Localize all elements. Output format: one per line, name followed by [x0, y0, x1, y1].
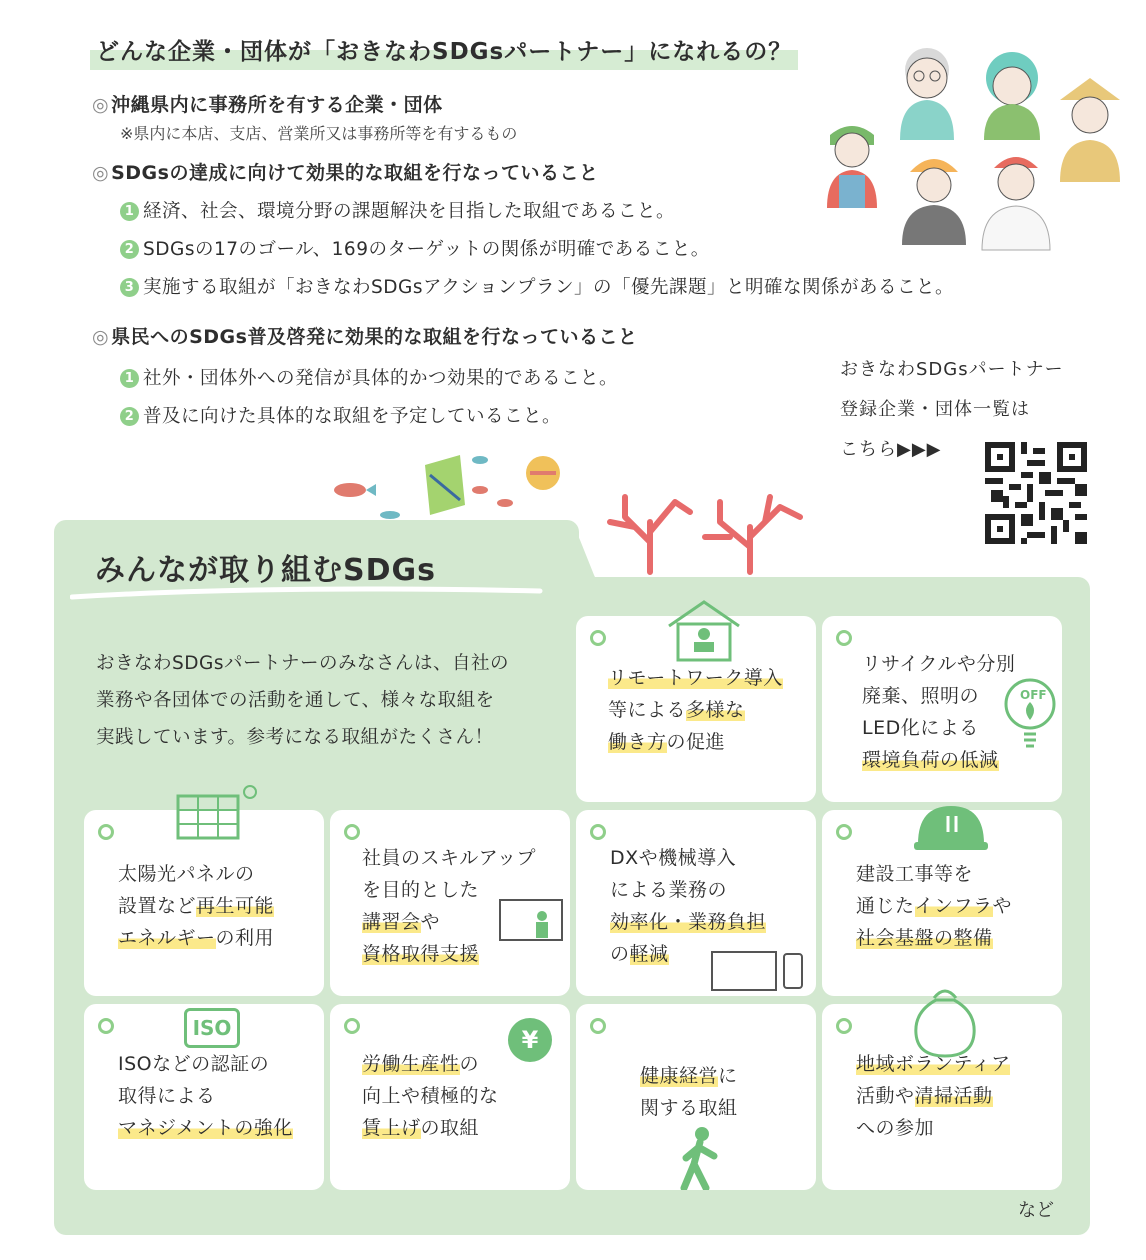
off-badge: OFF: [1020, 688, 1047, 702]
card-text: 建設工事等を: [856, 863, 974, 885]
criterion-2-title: [92, 158, 598, 185]
highlight-text: 働き方: [608, 731, 667, 753]
item-text: SDGsの17のゴール、169のターゲットの関係が明確であること。: [143, 239, 710, 260]
lecture-board-icon: [498, 898, 564, 944]
highlight-text: 効率化・業務負担: [610, 911, 767, 933]
farmer-icon: [1060, 78, 1120, 182]
highlight-text: マネジメントの強化: [118, 1117, 293, 1139]
card-text: による業務の: [610, 879, 728, 901]
bullet-dot-icon: [836, 1018, 852, 1034]
card-text: ISOなどの認証の: [118, 1053, 270, 1075]
card-text: を目的とした: [362, 879, 480, 901]
criterion-2-text: SDGsの達成に向けて効果的な取組を行なっていること: [111, 162, 599, 184]
number-badge: 3: [120, 278, 139, 297]
bullet-dot-icon: [344, 1018, 360, 1034]
highlight-text: 地域ボランティア: [856, 1053, 1011, 1075]
highlight-text: リモートワーク導入: [608, 667, 783, 689]
card-text: への参加: [856, 1117, 935, 1139]
double-circle-mark: ◎: [92, 326, 110, 348]
bullet-dot-icon: [836, 824, 852, 840]
page-heading: どんな企業・団体が「おきなわSDGsパートナー」になれるの？: [90, 34, 798, 70]
card-volunteer: [822, 1004, 1062, 1190]
card-text: や: [992, 895, 1013, 917]
intro-line-2: 業務や各団体での活動を通して、様々な取組を: [96, 690, 495, 711]
number-badge: 2: [120, 407, 139, 426]
worker-person-icon: [827, 126, 877, 208]
card-text: 社員のスキルアップ: [362, 847, 536, 869]
card-text: の取組: [420, 1117, 480, 1139]
highlight-text: 再生可能: [196, 895, 275, 917]
highlight-text: 賃上げ: [362, 1117, 421, 1139]
card-construction: [822, 810, 1062, 996]
bullet-dot-icon: [98, 824, 114, 840]
highlight-text: 健康経営: [640, 1065, 719, 1087]
helmet-worker-icon: [902, 159, 966, 245]
highlight-text: 清掃活動: [914, 1085, 993, 1107]
intro-line-1: おきなわSDGsパートナーのみなさんは、自社の: [96, 653, 509, 674]
criterion-3-item-1: [120, 364, 618, 390]
card-text: 向上や積極的な: [362, 1085, 499, 1107]
garbage-bag-icon: [912, 984, 978, 1058]
card-text: の: [459, 1053, 480, 1075]
card-text: 設置など: [118, 895, 197, 917]
title-underline: [70, 583, 545, 603]
criterion-3-text: 県民へのSDGs普及啓発に効果的な取組を行なっていること: [111, 326, 638, 348]
card-skill-up: [330, 810, 570, 996]
card-text: 等による: [608, 699, 687, 721]
card-text: の利用: [215, 927, 275, 949]
card-text: LED化による: [862, 717, 979, 739]
bullet-dot-icon: [590, 1018, 606, 1034]
bullet-dot-icon: [590, 824, 606, 840]
highlight-text: エネルギー: [118, 927, 216, 949]
criterion-2-item-3: [120, 273, 954, 299]
section-title: みんなが取り組むSDGs: [95, 553, 436, 588]
highlight-text: 講習会: [362, 911, 421, 933]
bullet-dot-icon: [344, 824, 360, 840]
item-text: 普及に向けた具体的な取組を予定していること。: [143, 406, 562, 427]
qr-code-icon[interactable]: [985, 442, 1087, 544]
criterion-3-item-2: [120, 402, 561, 428]
bullet-dot-icon: [590, 630, 606, 646]
card-text: や: [420, 911, 441, 933]
panel-slope: [560, 520, 620, 590]
people-illustration: [822, 40, 1122, 255]
iso-icon: ISO: [184, 1008, 240, 1048]
card-text: 関する取組: [640, 1097, 738, 1119]
number-badge: 1: [120, 202, 139, 221]
card-dx: [576, 810, 816, 996]
intro-line-3: 実践しています。参考になる取組がたくさん！: [96, 727, 494, 748]
highlight-text: 資格取得支援: [362, 943, 480, 965]
card-labor-productivity: [330, 1004, 570, 1190]
partner-list-line-3[interactable]: こちら▶▶▶: [840, 439, 942, 460]
walking-person-icon: [674, 1126, 724, 1190]
home-office-icon: [664, 598, 744, 662]
card-text: 廃棄、照明の: [862, 685, 980, 707]
criterion-2-item-2: [120, 235, 710, 261]
item-text: 経済、社会、環境分野の課題解決を目指した取組であること。: [143, 201, 676, 222]
item-text: 実施する取組が「おきなわSDGsアクションプラン」の「優先課題」と明確な関係があること。: [143, 277, 955, 298]
highlight-text: 社会基盤の整備: [856, 927, 993, 949]
bullet-dot-icon: [98, 1018, 114, 1034]
etc-label: など: [1018, 1200, 1054, 1221]
helmet-icon: [912, 802, 990, 854]
partner-list-line-2: 登録企業・団体一覧は: [840, 399, 1030, 420]
number-badge: 1: [120, 369, 139, 388]
card-text: の促進: [666, 731, 726, 753]
highlight-text: 労働生産性: [362, 1053, 460, 1075]
intro-text: [96, 645, 566, 756]
card-text: 太陽光パネルの: [118, 863, 255, 885]
card-text: の: [610, 943, 630, 965]
highlight-text: インフラ: [914, 895, 993, 917]
criterion-1-title: [92, 90, 443, 117]
criterion-3-title: [92, 322, 637, 349]
item-text: 社外・団体外への発信が具体的かつ効果的であること。: [143, 368, 619, 389]
coral-illustration: [600, 482, 815, 577]
elderly-man-icon: [900, 48, 954, 140]
number-badge: 2: [120, 240, 139, 259]
partner-list-line-1: おきなわSDGsパートナー: [840, 359, 1064, 380]
criterion-1-text: 沖縄県内に事務所を有する企業・団体: [111, 94, 443, 116]
card-health: [576, 1004, 816, 1190]
chef-icon: [982, 157, 1050, 250]
criterion-2-item-1: [120, 197, 675, 223]
solar-panel-icon: [176, 780, 266, 842]
card-text: DXや機械導入: [610, 847, 737, 869]
yen-coin-icon: ¥: [508, 1018, 552, 1062]
criterion-1-note: ※県内に本店、支店、営業所又は事務所等を有するもの: [120, 124, 518, 143]
woman-icon: [984, 52, 1040, 140]
card-text: リサイクルや分別: [862, 653, 1016, 675]
bullet-dot-icon: [836, 630, 852, 646]
card-text: 取得による: [118, 1085, 216, 1107]
double-circle-mark: ◎: [92, 162, 110, 184]
card-iso: [84, 1004, 324, 1190]
computer-icon: [710, 950, 810, 994]
card-text: に: [718, 1065, 738, 1087]
card-recycle: [822, 616, 1062, 802]
card-text: 通じた: [856, 895, 915, 917]
highlight-text: 軽減: [629, 943, 669, 965]
highlight-text: 環境負荷の低減: [862, 749, 999, 771]
double-circle-mark: ◎: [92, 94, 110, 116]
highlight-text: 多様な: [686, 699, 745, 721]
card-text: 活動や: [856, 1085, 915, 1107]
card-solar: [84, 810, 324, 996]
card-remote-work: [576, 616, 816, 802]
